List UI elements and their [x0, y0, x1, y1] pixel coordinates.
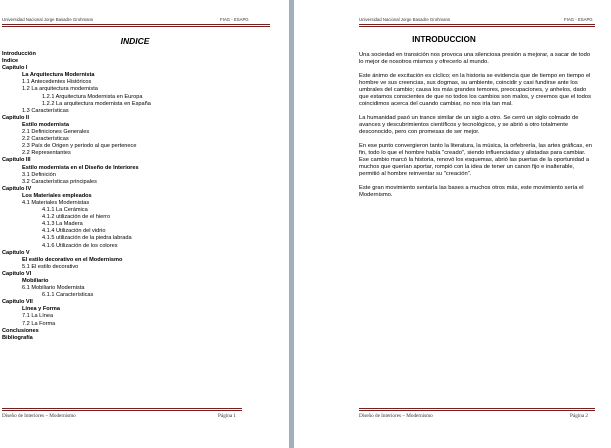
- body-paragraph: Una sociedad en transición nos provoca una silenciosa presión a mejorar, a sacar de todo lo mejor de nosotros mismos y ofrecerlo al mundo.: [359, 52, 591, 66]
- footer-page-number: Página 1: [218, 413, 237, 419]
- footer-page-number: Página 2: [570, 413, 589, 419]
- toc-entry: Capítulo IV: [2, 185, 32, 192]
- toc-entry: 3.2 Características principales: [22, 178, 97, 185]
- document-page-1: [0, 0, 289, 448]
- toc-entry: 1.2.2 La arquitectura modernista en España: [42, 100, 151, 107]
- header-rule: [2, 26, 270, 27]
- introduction-title: INTRODUCCION: [412, 35, 476, 44]
- toc-entry: Estilo modernista en el Diseño de Interiores: [22, 164, 139, 171]
- toc-entry: 7.2 La Forma: [22, 320, 56, 327]
- body-paragraph: La humanidad pasó un trance similar de un siglo a otro. Se cerró un siglo colmado de avances y descubrimientos científicos y tecnológicos, y se abrió a otro totalmente desconocido, pero con promesas de ser mejor.: [359, 114, 579, 136]
- toc-entry: Mobiliario: [22, 278, 49, 284]
- toc-entry: 4.1.4 Utilización del vidrio: [42, 228, 106, 235]
- toc-entry: Capítulo VI: [2, 270, 32, 277]
- toc-entry: 2.2 Representantes: [22, 150, 71, 157]
- toc-entry: Capítulo VII: [2, 299, 33, 306]
- toc-entry: 1.2 La arquitectura modernista: [22, 86, 98, 93]
- footer-rule: [359, 410, 595, 411]
- toc-entry: Introducción: [2, 51, 36, 57]
- document-page-2: [294, 0, 611, 448]
- body-paragraph: Este gran movimiento sentaría las bases a muchos otros más, este movimiento sería el Modernismo.: [359, 184, 584, 198]
- toc-entry: 6.1.1 Características: [42, 292, 94, 299]
- toc-entry: Conclusiones: [2, 327, 39, 334]
- toc-entry: 6.1 Mobiliario Modernista: [22, 285, 85, 292]
- header-left-text: Universidad Nacional Jorge Basadre Grohmann: [359, 17, 451, 22]
- toc-entry: 1.1 Antecedentes Históricos: [22, 79, 92, 86]
- toc-entry: Capítulo III: [2, 157, 31, 164]
- toc-entry: Indice: [2, 58, 19, 65]
- toc-entry: 1.3 Características: [22, 107, 69, 114]
- index-title: INDICE: [120, 36, 150, 46]
- toc-entry: 2.3 País de Origen y periodo al que pertenece: [22, 143, 137, 150]
- toc-entry: La Arquitectura Modernista: [22, 72, 95, 79]
- footer-left-text: Diseño de Interiores – Modernismo: [359, 413, 433, 419]
- toc-entry: 5.1 El estilo decorativo: [22, 263, 79, 270]
- toc-entry: 2.2 Características: [22, 136, 69, 143]
- toc-entry: 4.1.1 La Cerámica: [42, 207, 88, 214]
- footer-left-text: Diseño de Interiores – Modernismo: [2, 413, 76, 419]
- header-rule: [359, 26, 595, 27]
- toc-entry: 2.1 Definiciones Generales: [22, 129, 90, 136]
- toc-entry: Capítulo II: [2, 114, 30, 121]
- toc-entry: Capítulo V: [2, 249, 30, 256]
- introduction-body: [359, 52, 593, 205]
- toc-entry: El estilo decorativo en el Modernismo: [22, 256, 123, 263]
- toc-entry: Línea y Forma: [22, 306, 60, 313]
- toc-entry: Bibliografía: [2, 334, 33, 341]
- table-of-contents: [2, 51, 272, 342]
- toc-entry: 4.1.5 utilización de la piedra labrada: [42, 235, 132, 242]
- toc-entry: 4.1 Materiales Modernistas: [22, 199, 90, 206]
- footer-rule: [2, 410, 242, 411]
- toc-entry: 7.1 La Línea: [22, 313, 54, 320]
- header-right-text: FIAG - ESAPG: [564, 17, 593, 22]
- toc-entry: 3.1 Definición: [22, 171, 56, 178]
- toc-entry: 1.2.1 Arquitectura Modernista en Europa: [42, 93, 143, 100]
- toc-entry: 4.1.6 Utilización de los colores: [42, 242, 118, 249]
- header-left-text: Universidad Nacional Jorge Basadre Grohmann: [2, 17, 94, 22]
- toc-entry: 4.1.2 utilización de el hierro: [42, 214, 111, 221]
- toc-entry: 4.1.3 La Madera: [42, 221, 83, 228]
- body-paragraph: Este ánimo de excitación es cíclico; en la historia se evidencia que de tiempo en tiempo el hombre ve sus creencias, sus dogmas, su ambiente, coincidir y casi fundirse ante los umbrales del cambio; causa los más grandes temores, preocupaciones, y anhelos, dado que estamos conscientes de que no todos los cambios son malos, y creemos que el todos coincidimos acerca del cuando cambiar, no nos iría tan mal.: [359, 72, 592, 108]
- body-paragraph: En ese punto convergieron tanto la literatura, la música, la orfebrería, las artes gráficas, en fin, todo lo que el hombre había "creado", siendo influenciadas y alistadas para cambiar. Ese cambio marcó la historia, renovó los esquemas, abrió las puertas de la oportunidad a muchos que querían aportar, rompió con la idea de tener un canon fijo e inalterable, permitió al hombre reinventar su "creación".: [359, 142, 592, 178]
- toc-entry: Los Materiales empleados: [22, 192, 92, 199]
- header-right-text: FIAG - ESAPG: [220, 17, 249, 22]
- toc-entry: Estilo modernista: [22, 121, 69, 128]
- toc-entry: Capítulo I: [2, 65, 28, 72]
